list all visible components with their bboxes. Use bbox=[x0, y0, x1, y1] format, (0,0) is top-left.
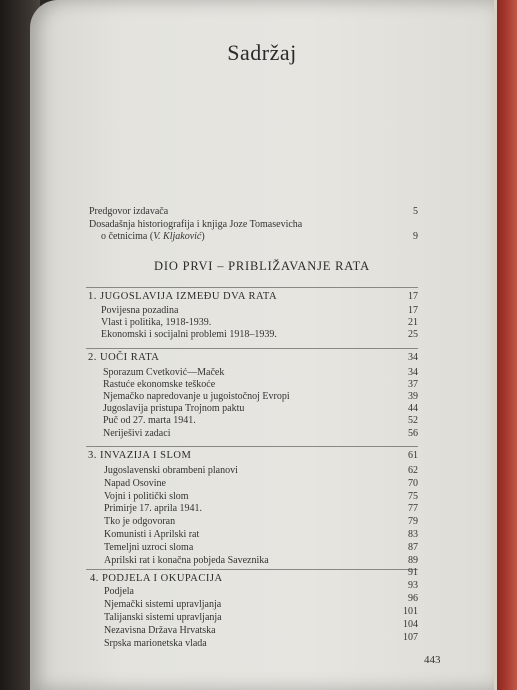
toc-entry: Njemačko napredovanje u jugoistočnoj Evropi bbox=[103, 391, 290, 402]
chapter-rule bbox=[86, 348, 418, 349]
chapter-page: 17 bbox=[408, 291, 418, 302]
toc-entry-historiography-cont: o četnicima (V. Kljaković) bbox=[101, 231, 205, 242]
chapter-title: 1. JUGOSLAVIJA IZMEĐU DVA RATA bbox=[88, 291, 278, 302]
toc-page: 93 bbox=[408, 580, 418, 591]
toc-page: 37 bbox=[408, 379, 418, 390]
toc-page: 25 bbox=[408, 329, 418, 340]
toc-page: 70 bbox=[408, 478, 418, 489]
toc-page: 77 bbox=[408, 503, 418, 514]
toc-entry: Tko je odgovoran bbox=[104, 516, 176, 527]
toc-page: 75 bbox=[408, 491, 418, 502]
book-cover-edge bbox=[491, 0, 517, 690]
toc-entry: Napad Osovine bbox=[104, 478, 166, 489]
toc-entry: Sporazum Cvetković—Maček bbox=[103, 367, 225, 378]
toc-page: 79 bbox=[408, 516, 418, 527]
toc-page: 62 bbox=[408, 465, 418, 476]
toc-page-preface: 5 bbox=[413, 206, 418, 217]
toc-page: 89 bbox=[408, 555, 418, 566]
toc-page-historiography: 9 bbox=[413, 231, 418, 242]
toc-entry: Talijanski sistemi upravljanja bbox=[104, 612, 222, 623]
toc-entry: Podjela bbox=[104, 586, 134, 597]
toc-page bbox=[30, 0, 494, 690]
toc-entry: Srpska marionetska vlada bbox=[104, 638, 207, 649]
toc-page: 104 bbox=[403, 619, 418, 630]
chapter-rule bbox=[86, 287, 418, 288]
chapter-title: 3. INVAZIJA I SLOM bbox=[88, 450, 192, 461]
toc-entry: Vojni i politički slom bbox=[104, 491, 189, 502]
chapter-rule bbox=[86, 446, 418, 447]
toc-entry: Jugoslavija pristupa Trojnom paktu bbox=[103, 403, 245, 414]
toc-entry: Puč od 27. marta 1941. bbox=[103, 415, 196, 426]
part-heading: DIO PRVI – PRIBLIŽAVANJE RATA bbox=[154, 259, 370, 273]
toc-entry: Nezavisna Država Hrvatska bbox=[104, 625, 216, 636]
toc-page: 96 bbox=[408, 593, 418, 604]
chapter-page: 34 bbox=[408, 352, 418, 363]
toc-page: 56 bbox=[408, 428, 418, 439]
toc-page: 52 bbox=[408, 415, 418, 426]
toc-page: 83 bbox=[408, 529, 418, 540]
toc-entry: Ekonomski i socijalni problemi 1918–1939. bbox=[101, 329, 277, 340]
toc-entry: Povijesna pozadina bbox=[101, 305, 179, 316]
toc-entry: Njemački sistemi upravljanja bbox=[104, 599, 222, 610]
chapter-page: 91 bbox=[408, 567, 418, 578]
toc-entry-preface: Predgovor izdavača bbox=[89, 206, 169, 217]
toc-entry: Neriješivi zadaci bbox=[103, 428, 171, 439]
toc-entry: Vlast i politika, 1918-1939. bbox=[101, 317, 212, 328]
page-title: Sadržaj bbox=[227, 40, 297, 65]
toc-page: 34 bbox=[408, 367, 418, 378]
toc-page: 17 bbox=[408, 305, 418, 316]
toc-page: 87 bbox=[408, 542, 418, 553]
toc-entry: Aprilski rat i konačna pobjeda Saveznika bbox=[104, 555, 269, 566]
toc-page: 21 bbox=[408, 317, 418, 328]
toc-entry: Temeljni uzroci sloma bbox=[104, 542, 194, 553]
chapter-title: 4. PODJELA I OKUPACIJA bbox=[90, 573, 223, 584]
toc-entry: Primirje 17. aprila 1941. bbox=[104, 503, 203, 514]
toc-entry: Jugoslavenski obrambeni planovi bbox=[104, 465, 238, 476]
toc-page: 107 bbox=[403, 632, 418, 643]
toc-entry: Rastuće ekonomske teškoće bbox=[103, 379, 216, 390]
toc-page: 101 bbox=[403, 606, 418, 617]
page-number: 443 bbox=[424, 654, 441, 666]
chapter-page: 61 bbox=[408, 450, 418, 461]
toc-entry: Komunisti i Aprilski rat bbox=[104, 529, 200, 540]
toc-page: 39 bbox=[408, 391, 418, 402]
chapter-title: 2. UOČI RATA bbox=[88, 352, 160, 363]
toc-entry-historiography: Dosadašnja historiografija i knjiga Joze Tomasevicha bbox=[89, 219, 303, 230]
toc-page: 44 bbox=[408, 403, 418, 414]
chapter-rule bbox=[86, 569, 418, 570]
